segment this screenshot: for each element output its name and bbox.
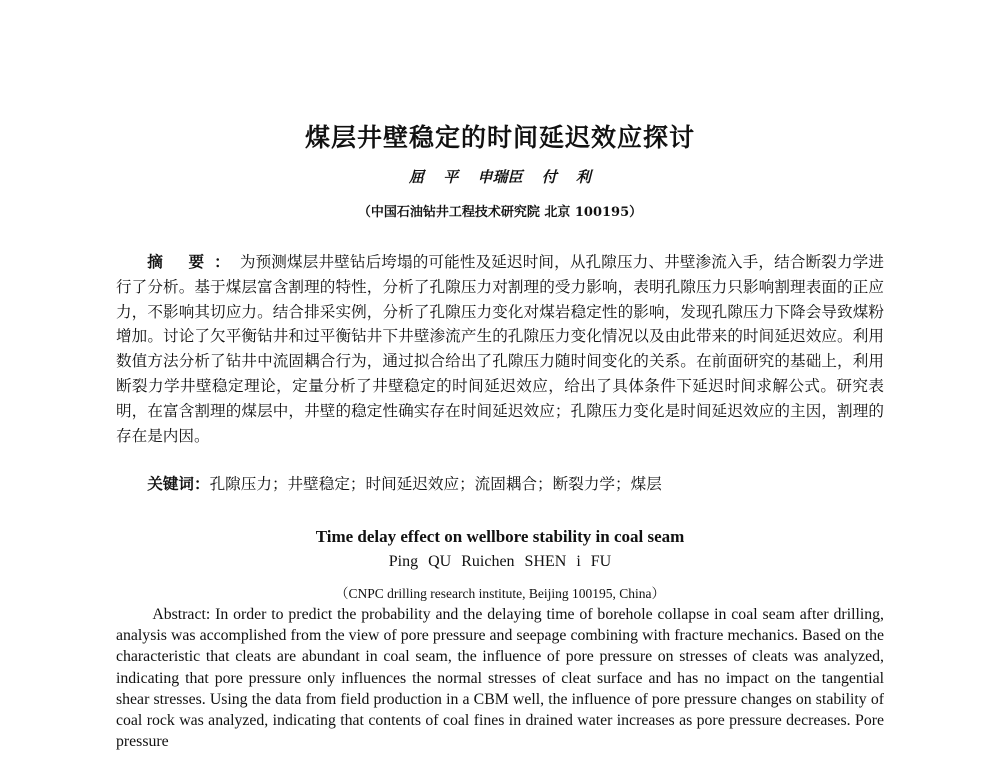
chinese-abstract-text: 为预测煤层井壁钻后垮塌的可能性及延迟时间，从孔隙压力、井壁渗流入手，结合断裂力学进行了分析。基于煤层富含割理的特性，分析了孔隙压力对割理的受力影响，表明孔隙压力只影响割理表面的正应力，不影响其切应力。结合排采实例，分析了孔隙压力变化对煤岩稳定性的影响，发现孔隙压力下降会导致煤粉增加。讨论了欠平衡钻井和过平衡钻井下井壁渗流产生的孔隙压力变化情况以及由此带来的时间延迟效应。利用数值方法分析了钻井中流固耦合行为，通过拟合给出了孔隙压力随时间变化的关系。在前面研究的基础上，利用断裂力学井壁稳定理论，定量分析了井壁稳定的时间延迟效应，给出了具体条件下延迟时间求解公式。研究表明，在富含割理的煤层中，井壁的稳定性确实存在时间延迟效应；孔隙压力变化是时间延迟效应的主因，割理的存在是内因。: [116, 253, 884, 445]
english-authors: Ping QU Ruichen SHEN i FU: [388, 553, 612, 570]
chinese-authors: 屈 平 申瑞臣 付 利: [409, 168, 591, 186]
english-abstract-text: In order to predict the probability and the delaying time of borehole collapse in coal seam after drilling, analysis was accomplished from the view of pore pressure and seepage combining with fracture mechanics. Based on the characteristic that cleats are abundant in coal seam, the influence of pore pressure on stresses of cleats was analyzed, indicating that pore pressure only influences the normal stresses of cleat surface and has no impact on the tangential shear stresses. Using the data from field production in a CBM well, the influence of pore pressure changes on stability of coal rock was analyzed, indicating that contents of coal fines in drained water increases as pore pressure decreases. Pore pressure: [116, 606, 884, 751]
english-title: Time delay effect on wellbore stability in coal seam: [315, 527, 685, 546]
chinese-title: 煤层井壁稳定的时间延迟效应探讨: [304, 123, 695, 152]
english-abstract-label: Abstract:: [152, 606, 211, 623]
chinese-abstract-label: 摘 要：: [147, 252, 240, 271]
chinese-abstract: [116, 250, 884, 448]
chinese-affiliation: （中国石油钻井工程技术研究院 北京 100195）: [357, 205, 643, 220]
chinese-keywords-label: 关键词：: [147, 474, 210, 493]
chinese-keywords: [116, 472, 884, 496]
english-affiliation: （CNPC drilling research institute, Beijing 100195, China）: [335, 586, 665, 601]
english-abstract: [116, 604, 884, 752]
chinese-keywords-text: 孔隙压力；井壁稳定；时间延迟效应；流固耦合；断裂力学；煤层: [209, 475, 662, 493]
